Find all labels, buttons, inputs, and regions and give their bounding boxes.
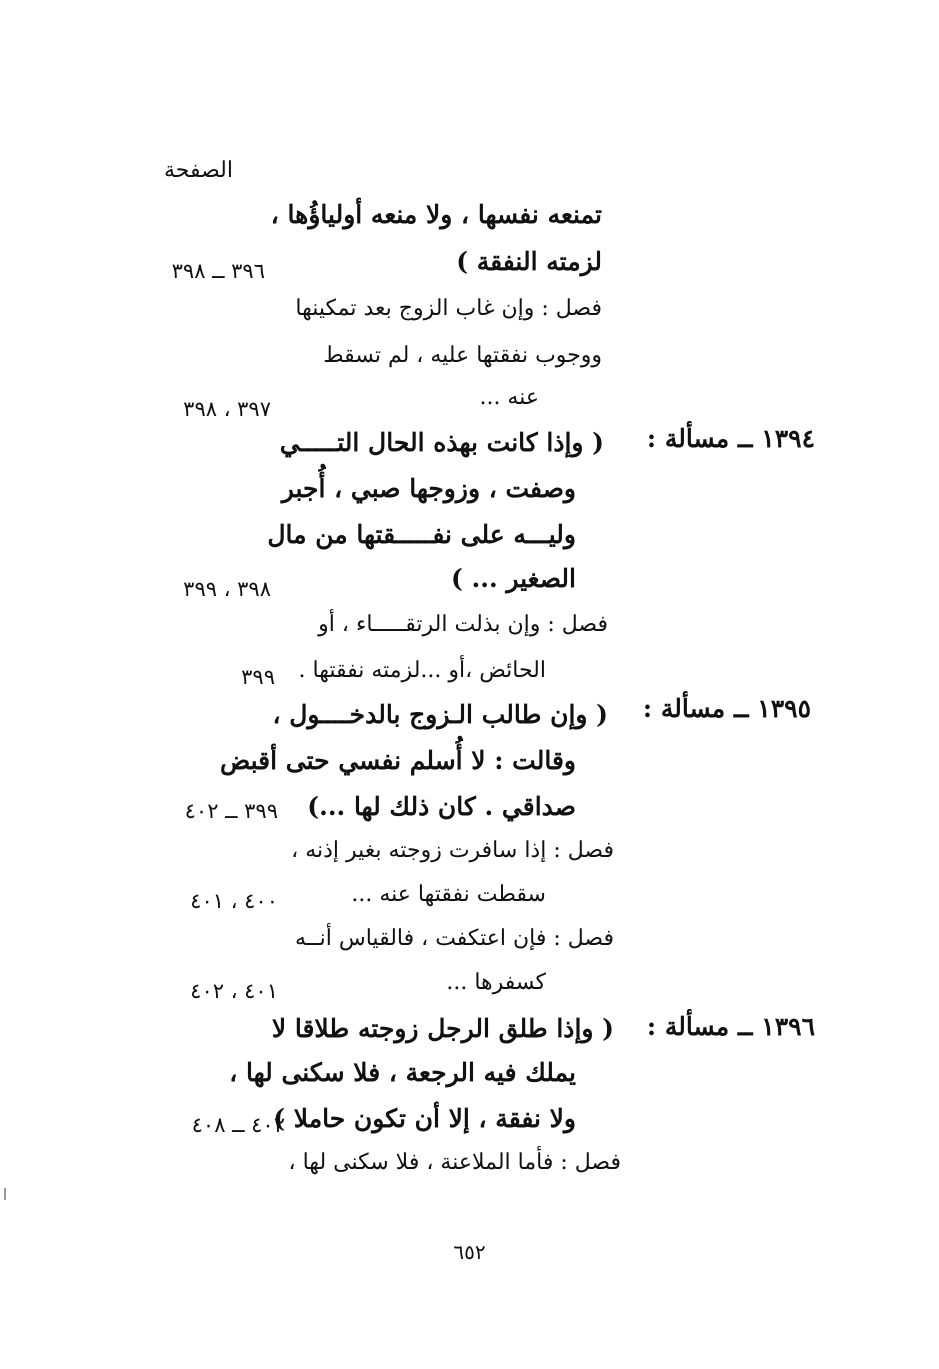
text-line: فصل : فأما الملاعنة ، فلا سكنى لها ، (288, 1150, 621, 1175)
text-line: ولا نفقة ، إلا أن تكون حاملا ) (273, 1104, 576, 1133)
text-line: فصل : إذا سافرت زوجته بغير إذنه ، (291, 838, 614, 863)
text-line: كسفرها ... (446, 970, 546, 995)
entry-dash: ــ (729, 424, 753, 453)
page-reference: ٣٩٩ ــ ٤٠٢ (184, 799, 278, 823)
text-line: الصغير ... ) (451, 564, 576, 593)
page-number: ٦٥٢ (453, 1240, 486, 1264)
text-line: فصل : وإن غاب الزوج بعد تمكينها (295, 296, 602, 321)
page-reference: ٣٩٨ ، ٣٩٩ (183, 577, 271, 601)
text-line: يملك فيه الرجعة ، فلا سكنى لها ، (229, 1058, 576, 1087)
page-reference: ٤٠١ ، ٤٠٢ (190, 979, 278, 1003)
entry-1394-heading (647, 422, 815, 456)
text-line: تمنعه نفسها ، ولا منعه أولياؤُها ، (270, 200, 602, 229)
entry-colon: : (646, 424, 657, 453)
entry-colon: : (646, 1012, 657, 1041)
page-reference: ٤٠٢ ــ ٤٠٨ (191, 1113, 285, 1137)
entry-number: ١٣٩٥ (757, 694, 811, 723)
text-line: وصفت ، وزوجها صبي ، أُجبر (281, 474, 576, 503)
text-line: عنه ... (479, 385, 539, 410)
text-line: ( وإن طالب الـزوج بالدخــــول ، (272, 700, 608, 729)
text-line: ووجوب نفقتها عليه ، لم تسقط (323, 343, 602, 368)
page-reference: ٤٠٠ ، ٤٠١ (190, 889, 278, 913)
entry-label: مسألة (664, 1012, 730, 1041)
entry-dash: ــ (729, 1012, 753, 1041)
page-reference: ٣٩٦ ــ ٣٩٨ (171, 259, 265, 283)
entry-1396-heading (647, 1010, 815, 1044)
entry-colon: : (642, 694, 653, 723)
page-column-header: الصفحة (163, 158, 233, 183)
entry-label: مسألة (664, 424, 730, 453)
text-line: وقالت : لا أُسلم نفسي حتى أقبض (220, 746, 576, 775)
entry-number: ١٣٩٤ (761, 424, 815, 453)
text-line: فصل : فإن اعتكفت ، فالقياس أنــه (294, 926, 614, 951)
text-line: فصل : وإن بذلت الرتقـــــاء ، أو (318, 612, 608, 637)
scan-edge-mark (4, 1188, 6, 1200)
text-line: لزمته النفقة ) (456, 247, 602, 276)
text-line: ( وإذا طلق الرجل زوجته طلاقا لا (271, 1014, 614, 1043)
text-line: سقطت نفقتها عنه ... (351, 882, 546, 907)
entry-label: مسألة (660, 694, 726, 723)
page-reference: ٣٩٧ ، ٣٩٨ (183, 397, 271, 421)
text-line: ( وإذا كانت بهذه الحال التـــــي (279, 428, 604, 457)
text-line: الحائض ،أو ...لزمته نفقتها . (298, 658, 546, 683)
entry-number: ١٣٩٦ (761, 1012, 815, 1041)
entry-dash: ــ (725, 694, 749, 723)
page-reference: ٣٩٩ (241, 665, 275, 689)
text-line: وليـــه على نفـــــقتها من مال (267, 520, 576, 549)
text-line: صداقي . كان ذلك لها ...) (307, 792, 576, 821)
entry-1395-heading (643, 692, 811, 726)
